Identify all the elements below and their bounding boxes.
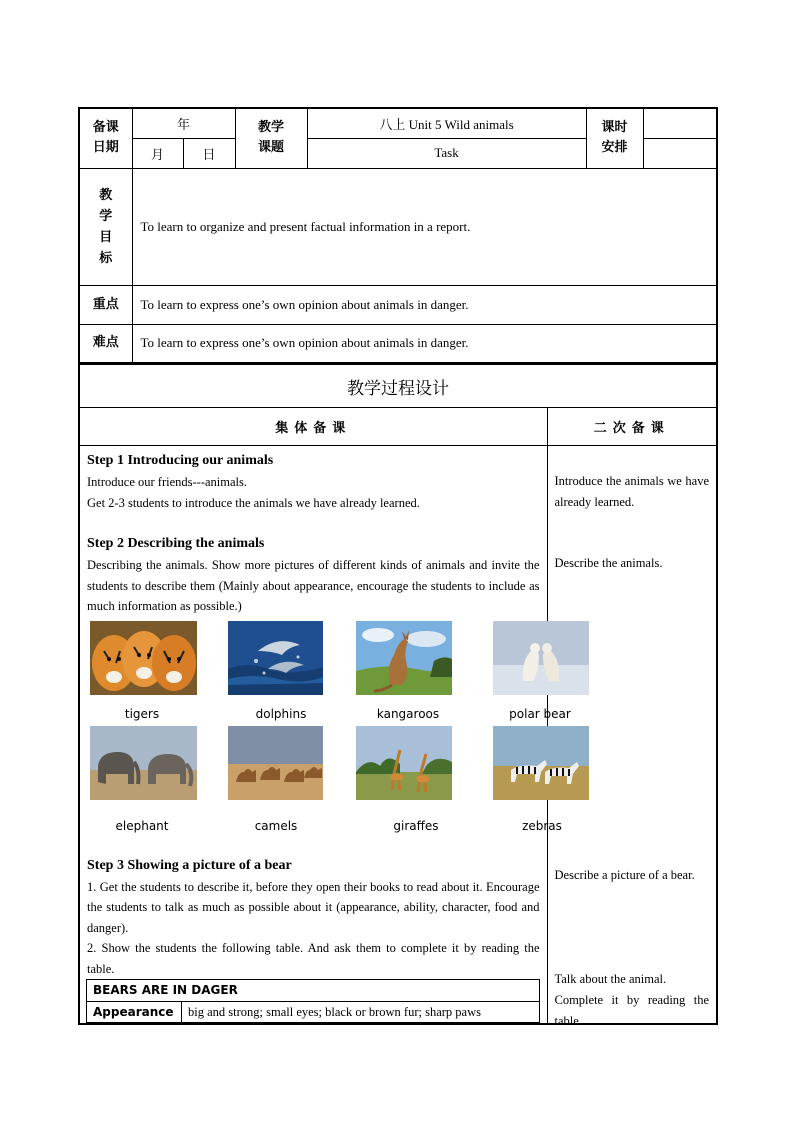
step3-note-3: Complete it by reading the table. (554, 993, 709, 1028)
caption-camels: camels (254, 818, 298, 833)
caption-polar-bear: polar bear (509, 706, 571, 721)
bears-table-title: BEARS ARE IN DAGER (87, 980, 540, 1002)
animal-pictures (87, 621, 571, 851)
elephant-image (90, 726, 197, 800)
camels-image (228, 726, 323, 800)
side-column-header: 二次备课 (547, 408, 717, 446)
appearance-label: Appearance (87, 1001, 182, 1023)
caption-elephant: elephant (115, 818, 169, 833)
main-column-header: 集体备课 (79, 408, 547, 446)
dolphins-image (228, 621, 335, 695)
step1-line-2: Get 2-3 students to introduce the animals we have already learned. (87, 495, 420, 510)
step1-line-1: Introduce our friends---animals. (87, 475, 248, 489)
step3-note-1: Describe a picture of a bear. (554, 868, 695, 882)
kangaroos-image (356, 621, 452, 695)
step3-note-2: Talk about the animal. (554, 972, 667, 986)
caption-dolphins: dolphins (255, 706, 307, 721)
step2-text: Describing the animals. Show more pictures of different kinds of animals and invite the students to describe them (Mainly about appearance, encourage the students to include as much information as possible.) (87, 558, 540, 613)
step3-title: Step 3 Showing a picture of a bear (87, 857, 292, 873)
appearance-value: big and strong; small eyes; black or brown fur; sharp paws (182, 1001, 540, 1023)
day-cell: 日 (183, 138, 235, 168)
schedule-label: 课时 安排 (586, 108, 643, 168)
giraffes-image (356, 726, 452, 800)
step2-note: Describe the animals. (554, 556, 663, 570)
topic-label: 教学 课题 (235, 108, 307, 168)
lesson-plan-page (78, 107, 716, 1028)
caption-zebras: zebras (522, 818, 562, 833)
key-point-text: To learn to express one’s own opinion about animals in danger. (132, 285, 717, 324)
key-point-label: 重点 (79, 285, 132, 324)
lesson-info-table (78, 107, 718, 364)
caption-tigers: tigers (124, 706, 160, 721)
step1-title: Step 1 Introducing our animals (87, 453, 274, 468)
step1-note: Introduce the animals we have already learned. (554, 474, 709, 509)
unit-title: 八上 Unit 5 Wild animals (307, 108, 586, 138)
tigers-image (90, 621, 197, 695)
lesson-title: Task (307, 138, 586, 168)
year-cell: 年 (132, 108, 235, 138)
schedule-value-top (643, 108, 717, 138)
month-cell: 月 (132, 138, 183, 168)
process-table (78, 364, 718, 1028)
schedule-value-bottom (643, 138, 717, 168)
main-content (79, 446, 571, 1025)
step2-title: Step 2 Describing the animals (87, 536, 265, 551)
caption-kangaroos: kangaroos (376, 706, 440, 721)
bears-table (86, 979, 540, 1023)
prep-date-label: 备课 日期 (79, 108, 132, 168)
goals-text: To learn to organize and present factual information in a report. (132, 168, 717, 285)
goals-label: 教 学 目 标 (79, 168, 132, 285)
difficulty-label: 难点 (79, 324, 132, 363)
side-notes (547, 446, 717, 1028)
difficulty-text: To learn to express one’s own opinion about animals in danger. (132, 324, 717, 363)
step3-line-1: 1. Get the students to describe it, before they open their books to read about it. Encourage the students to talk as much as possible about it (appearance, ability, character, food and danger). (87, 879, 540, 935)
process-title: 教学过程设计 (79, 365, 717, 408)
caption-giraffes: giraffes (393, 818, 439, 833)
step3-line-2: 2. Show the students the following table. And ask them to complete it by reading the table. (87, 941, 540, 976)
